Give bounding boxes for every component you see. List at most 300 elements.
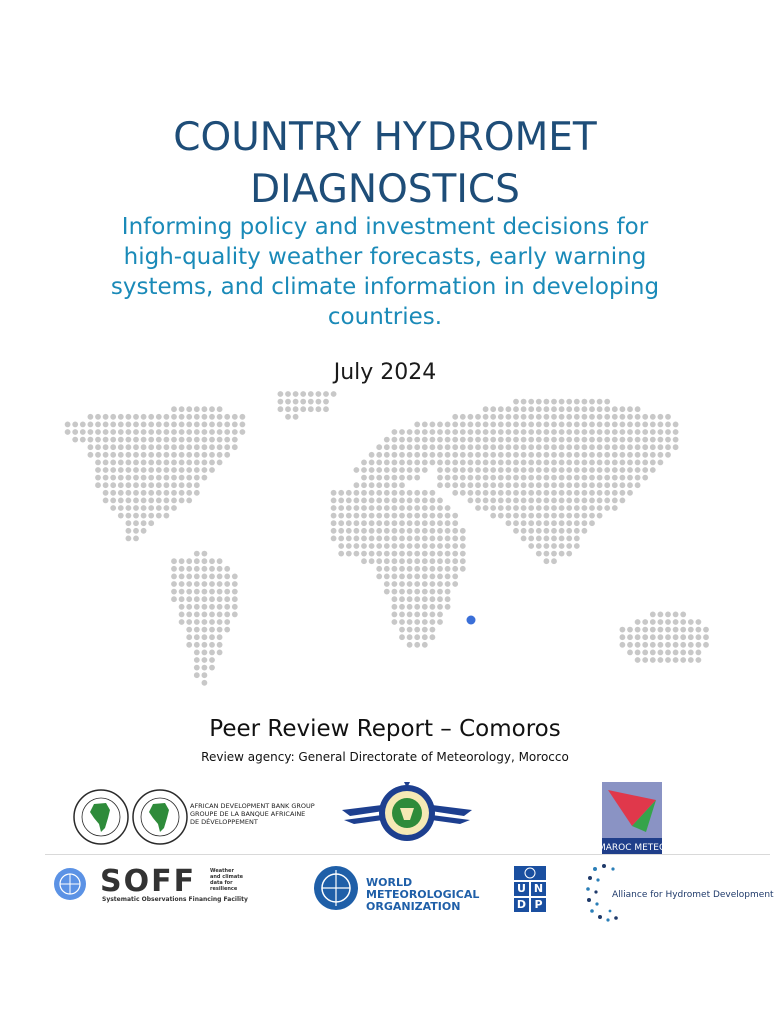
map-dot <box>642 642 648 648</box>
map-dot <box>566 490 572 496</box>
map-dot <box>430 505 436 511</box>
map-dot <box>430 574 436 580</box>
map-dot <box>582 513 588 519</box>
map-dot <box>164 429 170 435</box>
map-dot <box>430 619 436 625</box>
subtitle-line-1: Informing policy and investment decisions for <box>121 214 649 240</box>
map-dot <box>141 482 147 488</box>
map-dot <box>490 414 496 420</box>
map-dot <box>582 467 588 473</box>
map-dot <box>665 642 671 648</box>
map-dot <box>285 399 291 405</box>
map-dot <box>171 490 177 496</box>
map-dot <box>202 475 208 481</box>
map-dot <box>521 513 527 519</box>
map-dot <box>696 634 702 640</box>
map-dot <box>468 475 474 481</box>
map-dot <box>673 612 679 618</box>
map-dot <box>513 399 519 405</box>
map-dot <box>186 475 192 481</box>
map-dot <box>597 414 603 420</box>
map-dot <box>513 528 519 534</box>
map-dot <box>498 422 504 428</box>
map-dot <box>582 429 588 435</box>
map-dot <box>422 589 428 595</box>
map-dot <box>642 619 648 625</box>
map-dot <box>589 505 595 511</box>
map-dot <box>354 490 360 496</box>
map-dot <box>566 444 572 450</box>
map-dot <box>665 414 671 420</box>
map-dot <box>544 437 550 443</box>
map-dot <box>589 460 595 466</box>
map-dot <box>612 422 618 428</box>
map-dot <box>513 482 519 488</box>
map-dot <box>604 482 610 488</box>
map-dot <box>422 634 428 640</box>
map-dot <box>680 642 686 648</box>
map-dot <box>392 513 398 519</box>
map-dot <box>399 566 405 572</box>
map-dot <box>642 452 648 458</box>
map-dot <box>125 437 131 443</box>
map-dot <box>217 566 223 572</box>
map-dot <box>551 513 557 519</box>
map-dot <box>468 482 474 488</box>
map-dot <box>224 444 230 450</box>
map-dot <box>361 460 367 466</box>
map-dot <box>422 619 428 625</box>
map-dot <box>384 482 390 488</box>
map-dot <box>414 437 420 443</box>
map-dot <box>445 558 451 564</box>
map-dot <box>399 437 405 443</box>
map-dot <box>209 460 215 466</box>
map-dot <box>103 475 109 481</box>
map-dot <box>202 627 208 633</box>
map-dot <box>125 482 131 488</box>
map-dot <box>133 467 139 473</box>
map-dot <box>483 490 489 496</box>
map-dot <box>110 452 116 458</box>
map-dot <box>369 460 375 466</box>
map-dot <box>148 520 154 526</box>
map-dot <box>179 581 185 587</box>
map-dot <box>384 444 390 450</box>
map-dot <box>468 467 474 473</box>
un-emblem-icon <box>514 866 546 880</box>
map-dot <box>171 437 177 443</box>
map-dot <box>422 520 428 526</box>
map-dot <box>460 437 466 443</box>
map-dot <box>642 437 648 443</box>
map-dot <box>369 551 375 557</box>
logo-divider <box>45 854 770 855</box>
map-dot <box>194 642 200 648</box>
map-dot <box>604 406 610 412</box>
map-dot <box>559 399 565 405</box>
map-dot <box>559 467 565 473</box>
map-dot <box>414 498 420 504</box>
map-dot <box>673 657 679 663</box>
map-dot <box>376 566 382 572</box>
map-dot <box>407 520 413 526</box>
map-dot <box>460 460 466 466</box>
map-dot <box>414 543 420 549</box>
map-dot <box>642 422 648 428</box>
map-dot <box>414 642 420 648</box>
map-dot <box>202 406 208 412</box>
map-dot <box>551 543 557 549</box>
map-dot <box>544 513 550 519</box>
map-dot <box>506 406 512 412</box>
map-dot <box>186 460 192 466</box>
map-dot <box>528 399 534 405</box>
map-dot <box>430 566 436 572</box>
map-dot <box>620 490 626 496</box>
map-dot <box>384 558 390 564</box>
map-dot <box>475 444 481 450</box>
map-dot <box>460 490 466 496</box>
map-dot <box>179 558 185 564</box>
map-dot <box>392 619 398 625</box>
map-dot <box>118 467 124 473</box>
map-dot <box>475 475 481 481</box>
map-dot <box>513 429 519 435</box>
map-dot <box>414 475 420 481</box>
map-dot <box>498 460 504 466</box>
map-dot <box>658 642 664 648</box>
map-dot <box>437 467 443 473</box>
map-dot <box>498 429 504 435</box>
map-dot <box>179 444 185 450</box>
map-dot <box>559 482 565 488</box>
map-dot <box>521 475 527 481</box>
map-dot <box>224 581 230 587</box>
map-dot <box>384 498 390 504</box>
map-dot <box>627 422 633 428</box>
map-dot <box>323 399 329 405</box>
map-dot <box>392 498 398 504</box>
map-dot <box>392 482 398 488</box>
map-dot <box>559 444 565 450</box>
map-dot <box>475 467 481 473</box>
map-dot <box>536 536 542 542</box>
map-dot <box>399 574 405 580</box>
map-dot <box>422 558 428 564</box>
map-dot <box>95 460 101 466</box>
map-dot <box>437 437 443 443</box>
map-dot <box>597 460 603 466</box>
map-dot <box>407 642 413 648</box>
map-dot <box>627 414 633 420</box>
map-dot <box>148 467 154 473</box>
map-dot <box>437 581 443 587</box>
map-dot <box>331 391 337 397</box>
map-dot <box>171 429 177 435</box>
map-dot <box>483 460 489 466</box>
map-dot <box>582 452 588 458</box>
map-dot <box>392 543 398 549</box>
map-dot <box>589 452 595 458</box>
map-dot <box>133 536 139 542</box>
map-dot <box>559 528 565 534</box>
map-dot <box>490 467 496 473</box>
map-dot <box>133 528 139 534</box>
map-dot <box>597 513 603 519</box>
map-dot <box>125 475 131 481</box>
map-dot <box>179 604 185 610</box>
map-dot <box>430 452 436 458</box>
map-dot <box>658 634 664 640</box>
map-dot <box>202 589 208 595</box>
map-dot <box>164 460 170 466</box>
map-dot <box>148 437 154 443</box>
map-dot <box>118 444 124 450</box>
map-dot <box>536 475 542 481</box>
map-dot <box>635 650 641 656</box>
map-dot <box>490 513 496 519</box>
map-dot <box>566 452 572 458</box>
maroc-meteo-text: MAROC METEO <box>597 843 667 853</box>
soff-logo-word: SOFF <box>100 864 197 899</box>
map-dot <box>627 437 633 443</box>
map-dot <box>460 536 466 542</box>
map-dot <box>232 596 238 602</box>
map-dot <box>437 475 443 481</box>
map-dot <box>414 513 420 519</box>
map-dot <box>376 460 382 466</box>
map-dot <box>559 505 565 511</box>
map-dot <box>521 429 527 435</box>
map-dot <box>559 460 565 466</box>
map-dot <box>559 520 565 526</box>
map-dot <box>179 429 185 435</box>
maroc-meteo-logo <box>597 782 667 854</box>
map-dot <box>513 406 519 412</box>
map-dot <box>384 581 390 587</box>
map-dot <box>217 619 223 625</box>
map-dot <box>414 566 420 572</box>
map-dot <box>331 505 337 511</box>
map-dot <box>186 558 192 564</box>
map-dot <box>521 467 527 473</box>
map-dot <box>194 437 200 443</box>
map-dot <box>635 444 641 450</box>
map-dot <box>506 520 512 526</box>
map-dot <box>604 429 610 435</box>
map-dot <box>513 414 519 420</box>
map-dot <box>422 460 428 466</box>
map-dot <box>582 528 588 534</box>
map-dot <box>186 490 192 496</box>
map-dot <box>354 528 360 534</box>
map-dot <box>430 581 436 587</box>
map-dot <box>338 551 344 557</box>
map-dot <box>346 543 352 549</box>
map-dot <box>460 551 466 557</box>
map-dot <box>202 467 208 473</box>
map-dot <box>361 490 367 496</box>
map-dot <box>566 520 572 526</box>
map-dot <box>354 513 360 519</box>
map-dot <box>141 520 147 526</box>
map-dot <box>528 467 534 473</box>
map-dot <box>445 604 451 610</box>
map-dot <box>414 444 420 450</box>
map-dot <box>566 429 572 435</box>
map-dot <box>148 505 154 511</box>
map-dot <box>597 467 603 473</box>
map-dot <box>437 498 443 504</box>
wmo-name <box>366 877 479 913</box>
map-dot <box>186 612 192 618</box>
map-dot <box>384 574 390 580</box>
map-dot <box>544 528 550 534</box>
map-dot <box>125 422 131 428</box>
map-dot <box>95 467 101 473</box>
map-dot <box>133 490 139 496</box>
map-dot <box>483 414 489 420</box>
map-dot <box>110 429 116 435</box>
map-dot <box>430 460 436 466</box>
map-dot <box>612 467 618 473</box>
map-dot <box>437 513 443 519</box>
map-dot <box>194 429 200 435</box>
map-dot <box>118 460 124 466</box>
map-dot <box>308 406 314 412</box>
map-dot <box>604 490 610 496</box>
map-dot <box>407 543 413 549</box>
map-dot <box>224 422 230 428</box>
map-dot <box>369 490 375 496</box>
map-dot <box>521 490 527 496</box>
map-dot <box>179 467 185 473</box>
map-dot <box>164 490 170 496</box>
map-dot <box>597 498 603 504</box>
map-dot <box>209 429 215 435</box>
wmo-emblem-icon <box>312 864 360 912</box>
map-dot <box>513 498 519 504</box>
map-dot <box>194 422 200 428</box>
map-dot <box>399 551 405 557</box>
map-dot <box>559 437 565 443</box>
map-dot <box>376 475 382 481</box>
map-dot <box>559 429 565 435</box>
map-dot <box>103 414 109 420</box>
map-dot <box>627 460 633 466</box>
map-dot <box>164 467 170 473</box>
map-dot <box>490 460 496 466</box>
map-dot <box>399 619 405 625</box>
map-dot <box>437 520 443 526</box>
map-dot <box>186 444 192 450</box>
map-dot <box>202 414 208 420</box>
map-dot <box>141 513 147 519</box>
map-dot <box>202 574 208 580</box>
map-dot <box>498 444 504 450</box>
map-dot <box>437 429 443 435</box>
map-dot <box>528 528 534 534</box>
map-dot <box>490 505 496 511</box>
map-dot <box>399 444 405 450</box>
map-dot <box>422 581 428 587</box>
map-dot <box>240 414 246 420</box>
map-dot <box>202 650 208 656</box>
map-dot <box>407 437 413 443</box>
map-dot <box>597 406 603 412</box>
map-dot <box>392 589 398 595</box>
map-dot <box>566 551 572 557</box>
map-dot <box>125 505 131 511</box>
afdb-line: GROUPE DE LA BANQUE AFRICAINE <box>190 810 306 818</box>
map-dot <box>407 551 413 557</box>
map-dot <box>627 634 633 640</box>
map-dot <box>475 422 481 428</box>
map-dot <box>240 422 246 428</box>
map-dot <box>186 437 192 443</box>
map-dot <box>164 444 170 450</box>
map-dot <box>437 422 443 428</box>
map-dot <box>376 498 382 504</box>
map-dot <box>528 414 534 420</box>
map-dot <box>110 498 116 504</box>
map-dot <box>80 437 86 443</box>
map-dot <box>506 452 512 458</box>
map-dot <box>232 604 238 610</box>
map-dot <box>95 429 101 435</box>
map-dot <box>164 437 170 443</box>
map-dot <box>422 551 428 557</box>
map-dot <box>171 414 177 420</box>
map-dot <box>559 452 565 458</box>
map-dot <box>468 437 474 443</box>
map-dot <box>604 414 610 420</box>
map-dot <box>156 498 162 504</box>
map-dot <box>103 422 109 428</box>
map-dot <box>179 460 185 466</box>
map-dot <box>506 482 512 488</box>
map-dot <box>346 551 352 557</box>
map-dot <box>658 627 664 633</box>
map-dot <box>650 657 656 663</box>
map-dot <box>650 444 656 450</box>
map-dot <box>384 520 390 526</box>
map-dot <box>141 475 147 481</box>
map-dot <box>209 627 215 633</box>
map-dot <box>627 444 633 450</box>
map-dot <box>430 513 436 519</box>
map-dot <box>293 391 299 397</box>
map-dot <box>202 657 208 663</box>
map-dot <box>430 558 436 564</box>
map-dot <box>559 498 565 504</box>
map-dot <box>232 414 238 420</box>
map-dot <box>186 619 192 625</box>
map-dot <box>430 596 436 602</box>
map-dot <box>688 634 694 640</box>
map-dot <box>490 498 496 504</box>
map-dot <box>164 513 170 519</box>
map-dot <box>650 650 656 656</box>
map-dot <box>559 551 565 557</box>
map-dot <box>551 551 557 557</box>
map-dot <box>186 634 192 640</box>
map-dot <box>582 498 588 504</box>
map-dot <box>133 498 139 504</box>
subtitle-line-2: high-quality weather forecasts, early warning <box>123 244 647 270</box>
map-dot <box>148 482 154 488</box>
